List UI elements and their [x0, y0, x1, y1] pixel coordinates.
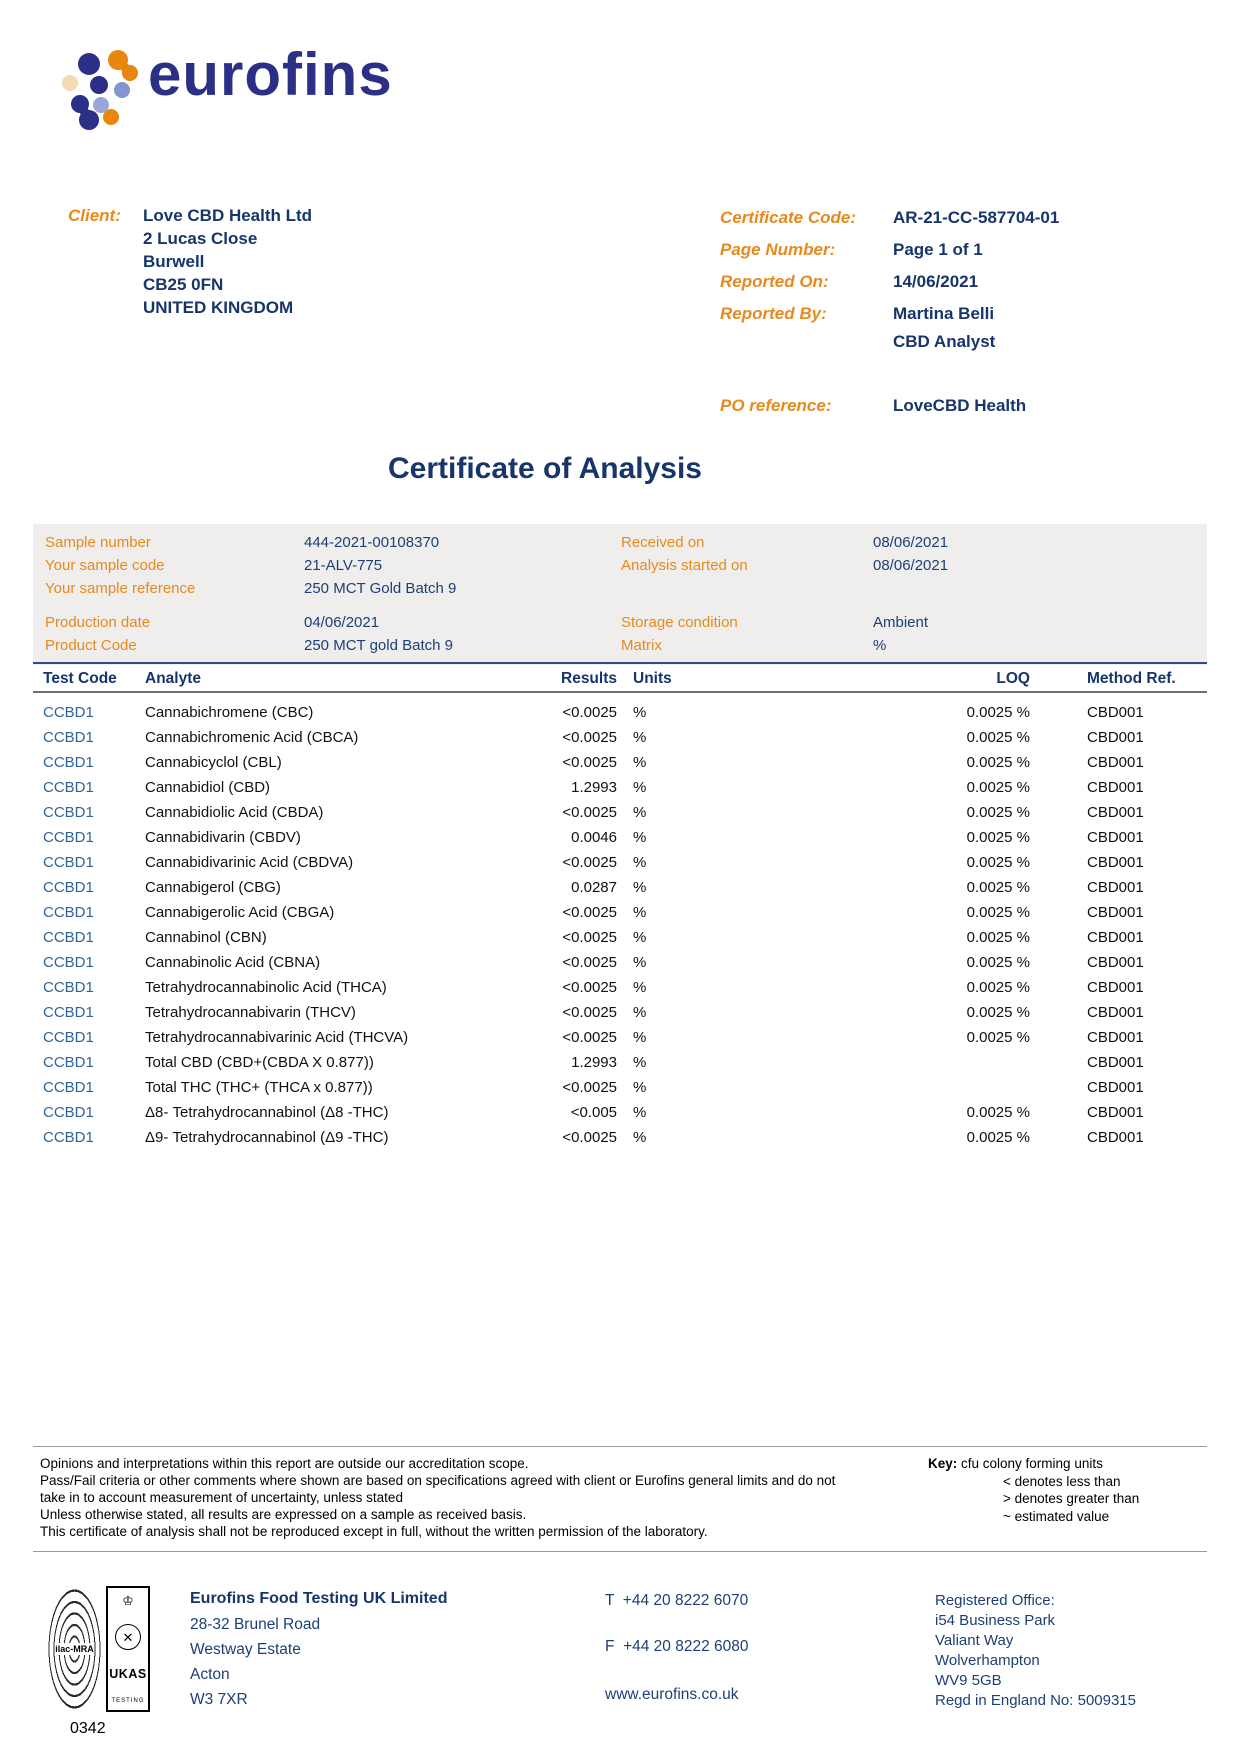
po-reference-label: PO reference:	[720, 396, 832, 415]
cell-result: <0.0025	[562, 1129, 617, 1146]
cell-analyte: Δ8- Tetrahydrocannabinol (Δ8 -THC)	[145, 1104, 389, 1121]
cell-loq: 0.0025 %	[966, 704, 1030, 721]
table-row	[33, 950, 1207, 975]
cell-loq: 0.0025 %	[966, 754, 1030, 771]
cell-loq: 0.0025 %	[966, 829, 1030, 846]
cell-loq: 0.0025 %	[966, 854, 1030, 871]
cell-units: %	[633, 954, 647, 971]
cell-test-code: CCBD1	[43, 1104, 94, 1121]
cell-analyte: Cannabicyclol (CBL)	[145, 754, 282, 771]
footer-website-link: www.eurofins.co.uk	[605, 1686, 739, 1703]
header-analyte: Analyte	[145, 670, 201, 687]
cell-units: %	[633, 1004, 647, 1021]
cell-method-ref: CBD001	[1087, 704, 1144, 721]
table-row	[33, 750, 1207, 775]
ukas-device-icon: ✕	[115, 1624, 141, 1650]
info-value: 21-ALV-775	[304, 557, 383, 574]
footer-address-line: Westway Estate	[190, 1641, 301, 1658]
cell-result: <0.0025	[562, 704, 617, 721]
disclaimer-text	[40, 1455, 835, 1540]
info-value: 04/06/2021	[304, 614, 380, 631]
registered-office-line: Wolverhampton	[935, 1652, 1040, 1669]
footer-company-name: Eurofins Food Testing UK Limited	[190, 1590, 448, 1607]
table-row	[33, 725, 1207, 750]
cell-test-code: CCBD1	[43, 779, 94, 796]
ukas-text: UKAS	[109, 1667, 147, 1681]
reported-by-value: Martina Belli	[893, 304, 995, 323]
eurofins-logo-text: eurofins	[148, 41, 393, 108]
sample-info-row	[33, 577, 1207, 600]
info-label: Storage condition	[621, 614, 738, 631]
cell-analyte: Cannabinol (CBN)	[145, 929, 267, 946]
client-name: Love CBD Health Ltd	[143, 206, 313, 225]
cell-test-code: CCBD1	[43, 1029, 94, 1046]
eurofins-logo-dots-icon	[58, 44, 146, 132]
cell-test-code: CCBD1	[43, 979, 94, 996]
table-row	[33, 925, 1207, 950]
crown-icon: ♔	[122, 1593, 134, 1608]
po-reference-value: LoveCBD Health	[893, 396, 1027, 415]
info-value: 08/06/2021	[873, 557, 949, 574]
cell-result: 1.2993	[571, 779, 617, 796]
cell-units: %	[633, 804, 647, 821]
cell-test-code: CCBD1	[43, 804, 94, 821]
sample-info-row	[33, 531, 1207, 554]
footer-address-line: W3 7XR	[190, 1691, 248, 1708]
cell-loq: 0.0025 %	[966, 879, 1030, 896]
cell-result: <0.0025	[562, 754, 617, 771]
cell-test-code: CCBD1	[43, 1129, 94, 1146]
cell-result: <0.005	[570, 1104, 617, 1121]
cell-test-code: CCBD1	[43, 1054, 94, 1071]
cell-loq: 0.0025 %	[966, 904, 1030, 921]
cell-analyte: Cannabigerol (CBG)	[145, 879, 281, 896]
sample-info-row	[33, 554, 1207, 577]
client-address-line: CB25 0FN	[143, 275, 224, 294]
disclaimer-line: Unless otherwise stated, all results are expressed on a sample as received basis.	[40, 1507, 527, 1522]
cell-method-ref: CBD001	[1087, 929, 1144, 946]
table-row	[33, 975, 1207, 1000]
table-row	[33, 775, 1207, 800]
reported-by-role: CBD Analyst	[893, 332, 996, 351]
cell-analyte: Cannabichromenic Acid (CBCA)	[145, 729, 359, 746]
table-row	[33, 1000, 1207, 1025]
cell-method-ref: CBD001	[1087, 1129, 1144, 1146]
cell-result: <0.0025	[562, 804, 617, 821]
cell-units: %	[633, 1029, 647, 1046]
footer-address-line: 28-32 Brunel Road	[190, 1616, 321, 1633]
certificate-code-value: AR-21-CC-587704-01	[893, 208, 1060, 227]
page-number-label: Page Number:	[720, 240, 836, 259]
key-item: ~ estimated value	[1003, 1508, 1110, 1524]
cell-test-code: CCBD1	[43, 1004, 94, 1021]
certificate-code-label: Certificate Code:	[720, 208, 857, 227]
cell-units: %	[633, 1129, 647, 1146]
key-intro: cfu colony forming units	[957, 1456, 1103, 1471]
cell-units: %	[633, 1079, 647, 1096]
reported-on-label: Reported On:	[720, 272, 829, 291]
cell-analyte: Tetrahydrocannabivarinic Acid (THCVA)	[145, 1029, 409, 1046]
registered-office-line: Valiant Way	[935, 1632, 1014, 1649]
cell-units: %	[633, 754, 647, 771]
cell-result: <0.0025	[562, 904, 617, 921]
header-loq: LOQ	[996, 670, 1030, 687]
ilac-mra-seal-icon	[47, 1586, 102, 1712]
cell-loq: 0.0025 %	[966, 954, 1030, 971]
cell-result: <0.0025	[562, 1029, 617, 1046]
cell-method-ref: CBD001	[1087, 1104, 1144, 1121]
table-row	[33, 800, 1207, 825]
client-label: Client:	[68, 206, 121, 225]
ukas-subtext: TESTING	[111, 1698, 145, 1704]
footer-fax: F +44 20 8222 6080	[605, 1638, 749, 1655]
table-row	[33, 875, 1207, 900]
cell-analyte: Total THC (THC+ (THCA x 0.877))	[145, 1079, 373, 1096]
sample-info-box	[33, 524, 1207, 607]
info-label: Received on	[621, 534, 705, 551]
cell-loq: 0.0025 %	[966, 1104, 1030, 1121]
divider-bottom	[33, 1551, 1207, 1552]
cell-loq: 0.0025 %	[966, 1129, 1030, 1146]
key-intro-line	[928, 1455, 1139, 1473]
cell-analyte: Δ9- Tetrahydrocannabinol (Δ9 -THC)	[145, 1129, 389, 1146]
info-label: Product Code	[45, 637, 137, 654]
cell-test-code: CCBD1	[43, 729, 94, 746]
cell-method-ref: CBD001	[1087, 1029, 1144, 1046]
cell-analyte: Cannabichromene (CBC)	[145, 704, 314, 721]
cell-method-ref: CBD001	[1087, 1054, 1144, 1071]
cell-method-ref: CBD001	[1087, 804, 1144, 821]
header-method-ref: Method Ref.	[1087, 670, 1176, 687]
table-row	[33, 900, 1207, 925]
reported-on-value: 14/06/2021	[893, 272, 979, 291]
cell-test-code: CCBD1	[43, 754, 94, 771]
cell-analyte: Cannabinolic Acid (CBNA)	[145, 954, 321, 971]
cell-analyte: Tetrahydrocannabivarin (THCV)	[145, 1004, 356, 1021]
info-value: 250 MCT gold Batch 9	[304, 637, 453, 654]
info-label: Matrix	[621, 637, 662, 654]
cell-analyte: Cannabidivarin (CBDV)	[145, 829, 301, 846]
cell-analyte: Cannabigerolic Acid (CBGA)	[145, 904, 335, 921]
cell-analyte: Cannabidiol (CBD)	[145, 779, 271, 796]
info-value: Ambient	[873, 614, 929, 631]
production-info-row	[33, 634, 1207, 657]
info-value: 250 MCT Gold Batch 9	[304, 580, 457, 597]
cell-method-ref: CBD001	[1087, 729, 1144, 746]
cell-test-code: CCBD1	[43, 704, 94, 721]
cell-method-ref: CBD001	[1087, 954, 1144, 971]
ilac-mra-text: ilac-MRA	[55, 1644, 94, 1654]
divider-top	[33, 1446, 1207, 1447]
client-address-line: UNITED KINGDOM	[143, 298, 294, 317]
cell-method-ref: CBD001	[1087, 1004, 1144, 1021]
cell-test-code: CCBD1	[43, 854, 94, 871]
cell-units: %	[633, 854, 647, 871]
page-number-value: Page 1 of 1	[893, 240, 983, 259]
cell-analyte: Tetrahydrocannabinolic Acid (THCA)	[145, 979, 387, 996]
registered-office-line: i54 Business Park	[935, 1612, 1056, 1629]
table-row	[33, 1075, 1207, 1100]
cell-units: %	[633, 1104, 647, 1121]
header-test-code: Test Code	[43, 670, 117, 687]
disclaimer-line: Pass/Fail criteria or other comments where shown are based on specifications agreed with client or Eurofins general limits and do not	[40, 1473, 836, 1488]
disclaimer-line: This certificate of analysis shall not be reproduced except in full, without the written permission of the laboratory.	[40, 1524, 708, 1539]
cell-units: %	[633, 729, 647, 746]
key-item: < denotes less than	[1003, 1473, 1121, 1489]
disclaimer-line: Opinions and interpretations within this report are outside our accreditation scope.	[40, 1456, 529, 1471]
registered-office-line: Registered Office:	[935, 1592, 1055, 1609]
cell-test-code: CCBD1	[43, 929, 94, 946]
cell-test-code: CCBD1	[43, 879, 94, 896]
cell-method-ref: CBD001	[1087, 1079, 1144, 1096]
cell-loq: 0.0025 %	[966, 1029, 1030, 1046]
cell-method-ref: CBD001	[1087, 854, 1144, 871]
cell-result: <0.0025	[562, 729, 617, 746]
table-row	[33, 825, 1207, 850]
cell-test-code: CCBD1	[43, 829, 94, 846]
footer-address-line: Acton	[190, 1666, 230, 1683]
info-label: Your sample code	[45, 557, 165, 574]
cell-units: %	[633, 1054, 647, 1071]
cell-units: %	[633, 979, 647, 996]
cell-method-ref: CBD001	[1087, 979, 1144, 996]
info-label: Your sample reference	[45, 580, 196, 597]
cell-result: 1.2993	[571, 1054, 617, 1071]
cell-result: <0.0025	[562, 1004, 617, 1021]
cell-loq: 0.0025 %	[966, 979, 1030, 996]
ukas-logo	[106, 1586, 150, 1712]
cell-result: <0.0025	[562, 954, 617, 971]
registered-office-line: WV9 5GB	[935, 1672, 1002, 1689]
table-row	[33, 1100, 1207, 1125]
table-row	[33, 700, 1207, 725]
header-results: Results	[561, 670, 617, 687]
cell-result: <0.0025	[562, 854, 617, 871]
cell-units: %	[633, 929, 647, 946]
footer-phone: T +44 20 8222 6070	[605, 1592, 749, 1609]
reported-by-label: Reported By:	[720, 304, 827, 323]
cell-method-ref: CBD001	[1087, 829, 1144, 846]
table-row	[33, 1050, 1207, 1075]
production-info-box	[33, 606, 1207, 665]
cell-loq: 0.0025 %	[966, 929, 1030, 946]
info-value: 444-2021-00108370	[304, 534, 440, 551]
cell-units: %	[633, 879, 647, 896]
results-table-header	[33, 662, 1207, 693]
cell-test-code: CCBD1	[43, 954, 94, 971]
table-row	[33, 1025, 1207, 1050]
cell-analyte: Cannabidiolic Acid (CBDA)	[145, 804, 324, 821]
cell-method-ref: CBD001	[1087, 754, 1144, 771]
cell-test-code: CCBD1	[43, 1079, 94, 1096]
cell-analyte: Cannabidivarinic Acid (CBDVA)	[145, 854, 354, 871]
cell-loq: 0.0025 %	[966, 729, 1030, 746]
key-items	[1003, 1473, 1139, 1526]
cell-loq: 0.0025 %	[966, 804, 1030, 821]
header-units: Units	[633, 670, 672, 687]
table-row	[33, 1125, 1207, 1150]
accreditation-number: 0342	[70, 1720, 106, 1737]
cell-units: %	[633, 904, 647, 921]
registered-office-line: Regd in England No: 5009315	[935, 1692, 1136, 1709]
key-label: Key:	[928, 1456, 958, 1471]
disclaimer-line: take in to account measurement of uncertainty, unless stated	[40, 1490, 403, 1505]
cell-result: <0.0025	[562, 1079, 617, 1096]
cell-units: %	[633, 704, 647, 721]
cell-units: %	[633, 779, 647, 796]
cell-method-ref: CBD001	[1087, 779, 1144, 796]
key-block	[928, 1455, 1139, 1525]
cell-test-code: CCBD1	[43, 904, 94, 921]
cell-method-ref: CBD001	[1087, 879, 1144, 896]
info-value: 08/06/2021	[873, 534, 949, 551]
cell-loq: 0.0025 %	[966, 779, 1030, 796]
cell-result: <0.0025	[562, 929, 617, 946]
cell-result: <0.0025	[562, 979, 617, 996]
info-label: Sample number	[45, 534, 151, 551]
page-title: Certificate of Analysis	[388, 452, 702, 485]
cell-result: 0.0046	[571, 829, 617, 846]
cell-method-ref: CBD001	[1087, 904, 1144, 921]
cell-analyte: Total CBD (CBD+(CBDA X 0.877))	[145, 1054, 374, 1071]
info-label: Analysis started on	[621, 557, 748, 574]
cell-units: %	[633, 829, 647, 846]
client-address-line: 2 Lucas Close	[143, 229, 258, 248]
cell-loq: 0.0025 %	[966, 1004, 1030, 1021]
client-address-line: Burwell	[143, 252, 205, 271]
info-label: Production date	[45, 614, 151, 631]
table-row	[33, 850, 1207, 875]
key-item: > denotes greater than	[1003, 1491, 1140, 1506]
results-table-body	[33, 700, 1207, 1150]
production-info-row	[33, 611, 1207, 634]
info-value: %	[873, 637, 887, 654]
cell-result: 0.0287	[571, 879, 617, 896]
